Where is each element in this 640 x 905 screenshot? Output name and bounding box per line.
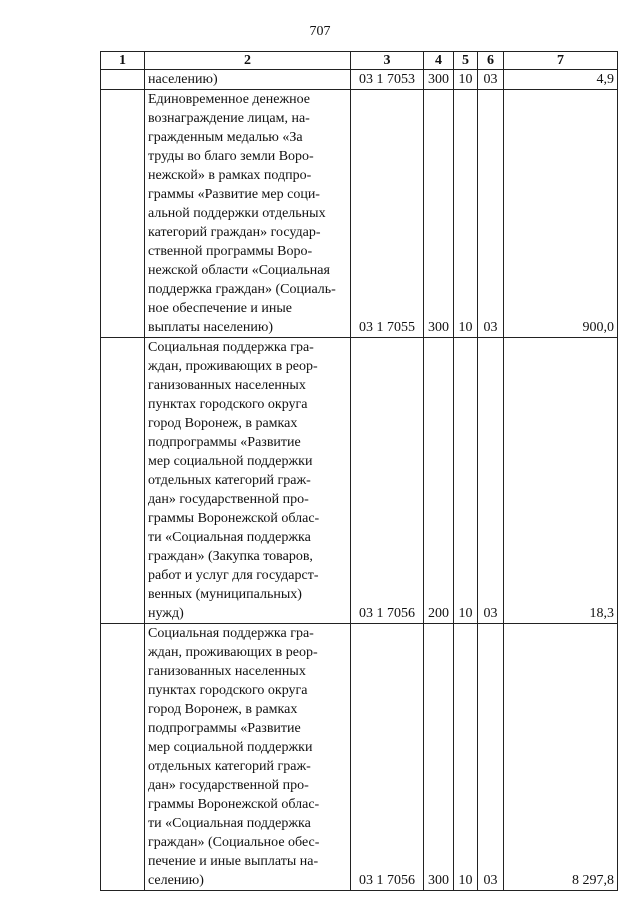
subsection-cell: 03: [478, 70, 504, 90]
row-number-cell: [101, 90, 145, 338]
description-line: поддержка граждан» (Социаль-: [148, 282, 336, 297]
description-line: категорий граждан» государ-: [148, 225, 321, 240]
expense-type-cell: 200: [424, 338, 454, 624]
description-cell: [145, 624, 351, 891]
expense-type-cell: 300: [424, 624, 454, 891]
description-line: город Воронеж, в рамках: [148, 416, 298, 431]
header-row: [101, 52, 618, 70]
description-line: альной поддержки отдельных: [148, 206, 326, 221]
target-code-cell: 03 1 7053: [351, 70, 424, 90]
description-line: пунктах городского округа: [148, 683, 308, 698]
target-code-cell: 03 1 7056: [351, 338, 424, 624]
header-col-5: 5: [454, 52, 478, 70]
table-row: [101, 90, 618, 338]
description-line: выплаты населению): [148, 320, 273, 335]
description-line: ждан, проживающих в реор-: [148, 645, 318, 660]
description-line: ганизованных населенных: [148, 378, 306, 393]
description-line: граммы «Развитие мер соци-: [148, 187, 320, 202]
header-col-1: 1: [101, 52, 145, 70]
description-line: нежской области «Социальная: [148, 263, 330, 278]
description-line: ти «Социальная поддержка: [148, 816, 311, 831]
subsection-cell: 03: [478, 338, 504, 624]
description-line: дан» государственной про-: [148, 492, 309, 507]
target-code-cell: 03 1 7056: [351, 624, 424, 891]
description-line: подпрограммы «Развитие: [148, 435, 301, 450]
header-col-2: 2: [145, 52, 351, 70]
description-line: Социальная поддержка гра-: [148, 626, 314, 641]
row-number-cell: [101, 624, 145, 891]
description-line: отдельных категорий граж-: [148, 759, 311, 774]
description-cell: [145, 70, 351, 90]
description-line: работ и услуг для государст-: [148, 568, 319, 583]
section-cell: 10: [454, 90, 478, 338]
subsection-cell: 03: [478, 90, 504, 338]
description-line: граммы Воронежской облас-: [148, 797, 320, 812]
amount-cell: 4,9: [504, 70, 618, 90]
header-col-7: 7: [504, 52, 618, 70]
subsection-cell: 03: [478, 624, 504, 891]
description-line: ное обеспечение и иные: [148, 301, 292, 316]
description-line: венных (муниципальных): [148, 587, 302, 602]
description-line: подпрограммы «Развитие: [148, 721, 301, 736]
description-line: город Воронеж, в рамках: [148, 702, 298, 717]
description-line: ганизованных населенных: [148, 664, 306, 679]
description-line: мер социальной поддержки: [148, 454, 313, 469]
description-line: нежской» в рамках подпро-: [148, 168, 312, 183]
description-line: отдельных категорий граж-: [148, 473, 311, 488]
description-line: граммы Воронежской облас-: [148, 511, 320, 526]
row-number-cell: [101, 70, 145, 90]
description-line: населению): [148, 72, 218, 87]
description-line: ждан, проживающих в реор-: [148, 359, 318, 374]
expense-type-cell: 300: [424, 90, 454, 338]
header-col-3: 3: [351, 52, 424, 70]
description-line: пунктах городского округа: [148, 397, 308, 412]
row-number-cell: [101, 338, 145, 624]
description-line: ственной программы Воро-: [148, 244, 313, 259]
amount-cell: 900,0: [504, 90, 618, 338]
description-line: гражденным медалью «За: [148, 130, 303, 145]
section-cell: 10: [454, 338, 478, 624]
header-col-6: 6: [478, 52, 504, 70]
amount-cell: 18,3: [504, 338, 618, 624]
header-col-4: 4: [424, 52, 454, 70]
description-line: Социальная поддержка гра-: [148, 340, 314, 355]
amount-cell: 8 297,8: [504, 624, 618, 891]
description-cell: [145, 90, 351, 338]
table-row: [101, 624, 618, 891]
section-cell: 10: [454, 70, 478, 90]
section-cell: 10: [454, 624, 478, 891]
description-line: труды во благо земли Воро-: [148, 149, 314, 164]
description-line: граждан» (Закупка товаров,: [148, 549, 313, 564]
description-line: селению): [148, 873, 204, 888]
page-number: 707: [309, 24, 331, 39]
budget-table: [100, 51, 618, 891]
table-row: [101, 70, 618, 90]
description-line: вознаграждение лицам, на-: [148, 111, 310, 126]
description-line: нужд): [148, 606, 184, 621]
table-row: [101, 338, 618, 624]
description-cell: [145, 338, 351, 624]
expense-type-cell: 300: [424, 70, 454, 90]
description-line: печение и иные выплаты на-: [148, 854, 319, 869]
description-line: ти «Социальная поддержка: [148, 530, 311, 545]
description-line: мер социальной поддержки: [148, 740, 313, 755]
description-line: дан» государственной про-: [148, 778, 309, 793]
description-line: граждан» (Социальное обес-: [148, 835, 320, 850]
target-code-cell: 03 1 7055: [351, 90, 424, 338]
description-line: Единовременное денежное: [148, 92, 311, 107]
